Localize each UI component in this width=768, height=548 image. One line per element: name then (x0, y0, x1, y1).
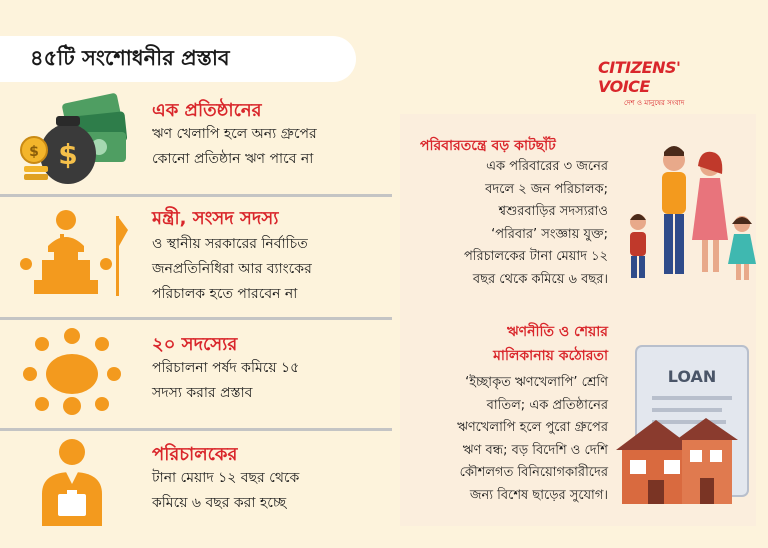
item-1-title: এক প্রতিষ্ঠানের (152, 100, 262, 121)
family-line: বছর থেকে কমিয়ে ৬ বছর। (472, 271, 608, 287)
loan-line: কৌশলগত বিনিয়োগকারীদের (459, 465, 608, 480)
item-2-text (152, 232, 382, 307)
svg-text:$: $ (58, 138, 78, 171)
loan-document-house-illustration (606, 340, 756, 510)
loan-line: ‘ইচ্ছাকৃত ঋণখেলাপি’ শ্রেণি (465, 375, 608, 390)
item-2-title: মন্ত্রী, সংসদ সদস্য (152, 208, 279, 229)
family-line: শ্বশুরবাড়ির সদস্যরাও (498, 204, 608, 219)
svg-text:$: $ (29, 144, 39, 160)
item-4-title: পরিচালকের (152, 444, 238, 465)
loan-line: জন্য বিশেষ ছাড়ের সুযোগ। (469, 487, 608, 503)
item-4-text (152, 466, 382, 516)
loan-line: ঋণ বন্ধ; বড় বিদেশি ও দেশি (462, 442, 608, 458)
item-3-text (152, 356, 382, 406)
section-divider (0, 317, 392, 320)
loan-title-line: মালিকানায় কঠোরতা (493, 348, 608, 364)
logo-tagline: দেশ ও মানুষের সংবাদ (624, 99, 685, 107)
family-line: এক পরিবারের ৩ জনের (486, 159, 608, 174)
loan-section-title (400, 320, 608, 368)
section-divider (0, 428, 392, 431)
loan-line: বাতিল; এক প্রতিষ্ঠানের (486, 397, 608, 413)
item-3-line: পরিচালনা পর্ষদ কমিয়ে ১৫ (152, 360, 300, 376)
item-1-line: ঋণ খেলাপি হলে অন্য গ্রুপের (152, 126, 317, 142)
loan-title-line: ঋণনীতি ও শেয়ার (507, 324, 608, 340)
item-1-text (152, 122, 382, 172)
item-1-line: কোনো প্রতিষ্ঠান ঋণ পাবে না (152, 151, 314, 167)
item-2-line: পরিচালক হতে পারবেন না (152, 286, 298, 302)
loan-line: ঋণখেলাপি হলে পুরো গ্রুপের (457, 420, 608, 435)
section-divider (0, 194, 392, 197)
citizens-voice-logo (598, 58, 708, 107)
loan-sign-text: LOAN (667, 367, 717, 386)
family-section-title: পরিবারতন্ত্রে বড় কাটছাঁট (420, 138, 556, 154)
family-illustration (620, 140, 760, 300)
family-section-text (400, 156, 608, 291)
money-bag-icon (16, 92, 128, 188)
logo-brand: CITIZENS' VOICE (598, 58, 681, 96)
item-4-line: কমিয়ে ৬ বছর করা হচ্ছে (152, 495, 287, 511)
item-4-line: টানা মেয়াদ ১২ বছর থেকে (152, 470, 300, 486)
item-3-line: সদস্য করার প্রস্তাব (152, 385, 253, 401)
podium-speaker-icon (16, 206, 128, 302)
loan-section-text (400, 372, 608, 507)
family-line: ‘পরিবার’ সংজ্ঞায় যুক্ত; (491, 226, 608, 242)
family-line: পরিচালকের টানা মেয়াদ ১২ (463, 249, 608, 264)
director-briefcase-icon (16, 436, 128, 532)
item-2-line: জনপ্রতিনিধিরা আর ব্যাংকের (152, 261, 312, 277)
board-meeting-icon (16, 326, 128, 422)
family-line: বদলে ২ জন পরিচালক; (485, 181, 608, 197)
title-banner (0, 36, 356, 82)
item-3-title: ২০ সদস্যের (152, 334, 238, 355)
page-title: ৪৫টি সংশোধনীর প্রস্তাব (30, 45, 230, 70)
item-2-line: ও স্থানীয় সরকারের নির্বাচিত (152, 236, 308, 252)
